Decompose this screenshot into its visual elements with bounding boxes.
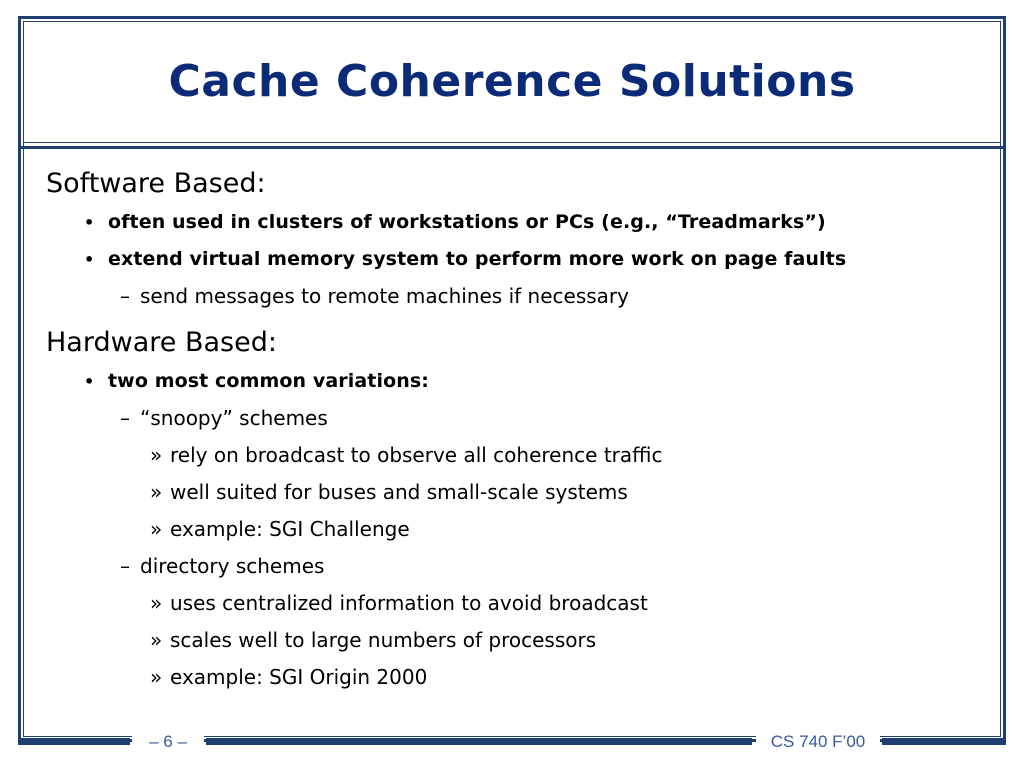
list-item [46, 585, 996, 622]
list-item [46, 474, 996, 511]
software-heading: Software Based: [46, 168, 266, 199]
footer-rule [206, 738, 752, 739]
hardware-heading: Hardware Based: [46, 327, 277, 358]
bullet-icon: • [84, 372, 95, 391]
footer-rule [18, 742, 130, 745]
list-item [46, 548, 996, 585]
footer-rule [882, 738, 1006, 739]
chevron-icon: » [150, 443, 163, 467]
slide-content [46, 164, 996, 696]
chevron-icon: » [150, 591, 163, 615]
bullet-text: extend virtual memory system to perform more work on page faults [108, 248, 847, 270]
page-number: – 6 – [132, 732, 204, 752]
bullet-text: often used in clusters of workstations or PCs (e.g., “Treadmarks”) [108, 211, 826, 233]
chevron-icon: » [150, 628, 163, 652]
slide-title: Cache Coherence Solutions [168, 56, 856, 107]
detail-text: rely on broadcast to observe all coherence traffic [170, 443, 663, 467]
sub-bullet-text: send messages to remote machines if necessary [140, 284, 629, 308]
list-item [46, 204, 996, 241]
detail-text: example: SGI Challenge [170, 517, 410, 541]
dash-icon: – [120, 554, 130, 578]
list-item [46, 400, 996, 437]
list-item [46, 622, 996, 659]
chevron-icon: » [150, 517, 163, 541]
dash-icon: – [120, 284, 130, 308]
list-item [46, 241, 996, 278]
footer-rule [882, 742, 1006, 745]
sub-bullet-text: directory schemes [140, 554, 325, 578]
list-item [46, 278, 996, 315]
sub-bullet-text: “snoopy” schemes [140, 406, 328, 430]
title-divider-thick [18, 146, 1006, 149]
list-item [46, 659, 996, 696]
list-item [46, 363, 996, 400]
bullet-text: two most common variations: [108, 370, 429, 392]
detail-text: example: SGI Origin 2000 [170, 665, 428, 689]
dash-icon: – [120, 406, 130, 430]
course-label: CS 740 F’00 [756, 732, 880, 752]
footer-rule [206, 742, 752, 745]
bullet-icon: • [84, 250, 95, 269]
chevron-icon: » [150, 665, 163, 689]
bullet-icon: • [84, 213, 95, 232]
list-item [46, 437, 996, 474]
list-item [46, 511, 996, 548]
detail-text: scales well to large numbers of processors [170, 628, 597, 652]
detail-text: well suited for buses and small-scale systems [170, 480, 628, 504]
detail-text: uses centralized information to avoid broadcast [170, 591, 648, 615]
footer-rule [18, 738, 130, 739]
title-divider [23, 142, 1001, 143]
chevron-icon: » [150, 480, 163, 504]
